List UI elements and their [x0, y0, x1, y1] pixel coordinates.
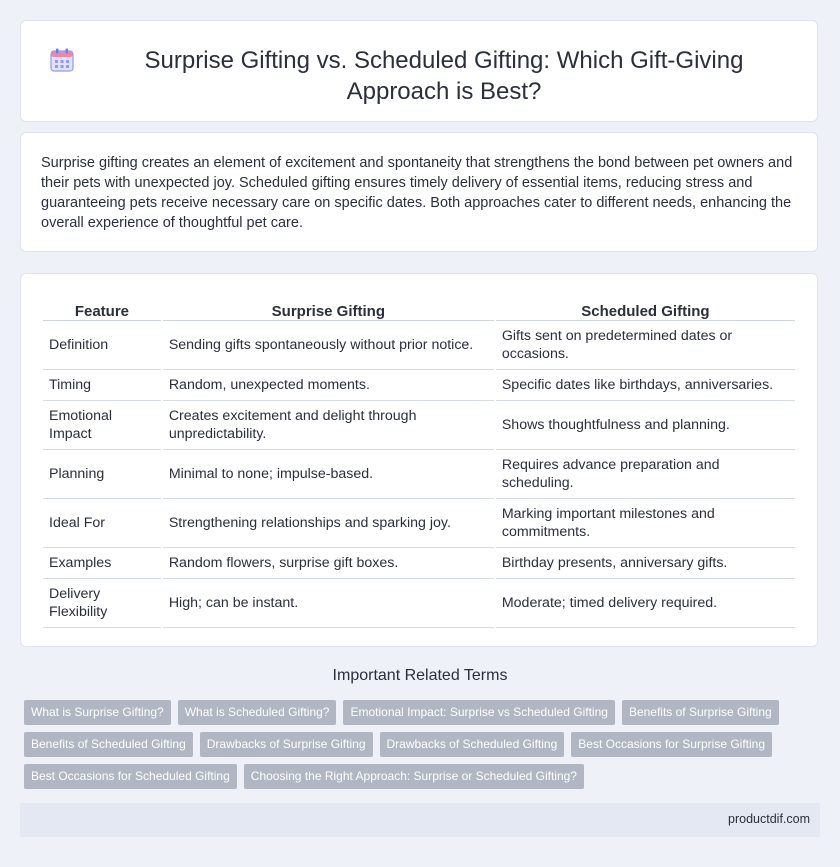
related-term-tag[interactable]: Benefits of Surprise Gifting	[622, 700, 779, 725]
scheduled-cell: Shows thoughtfulness and planning.	[496, 401, 795, 450]
related-terms-list	[24, 700, 804, 796]
table-row	[43, 321, 795, 370]
surprise-cell: Strengthening relationships and sparking joy.	[163, 499, 494, 548]
scheduled-cell: Requires advance preparation and scheduling.	[496, 450, 795, 499]
related-term-tag[interactable]: Drawbacks of Surprise Gifting	[200, 732, 373, 757]
feature-cell: Delivery Flexibility	[43, 579, 161, 628]
related-term-tag[interactable]: Choosing the Right Approach: Surprise or Scheduled Gifting?	[244, 764, 584, 789]
calendar-icon	[49, 47, 75, 73]
scheduled-cell: Gifts sent on predetermined dates or occasions.	[496, 321, 795, 370]
related-terms-heading: Important Related Terms	[332, 667, 508, 684]
feature-cell: Emotional Impact	[43, 401, 161, 450]
surprise-cell: High; can be instant.	[163, 579, 494, 628]
column-header-scheduled: Scheduled Gifting	[496, 294, 795, 321]
feature-cell: Definition	[43, 321, 161, 370]
scheduled-cell: Marking important milestones and commitments.	[496, 499, 795, 548]
scheduled-cell: Moderate; timed delivery required.	[496, 579, 795, 628]
column-header-surprise: Surprise Gifting	[163, 294, 494, 321]
surprise-cell: Minimal to none; impulse-based.	[163, 450, 494, 499]
related-term-tag[interactable]: Benefits of Scheduled Gifting	[24, 732, 193, 757]
related-term-tag[interactable]: What is Scheduled Gifting?	[178, 700, 337, 725]
feature-cell: Ideal For	[43, 499, 161, 548]
related-term-tag[interactable]: Emotional Impact: Surprise vs Scheduled Gifting	[343, 700, 614, 725]
feature-cell: Examples	[43, 548, 161, 579]
table-row	[43, 401, 795, 450]
table-row	[43, 370, 795, 401]
related-term-tag[interactable]: Best Occasions for Scheduled Gifting	[24, 764, 237, 789]
related-term-tag[interactable]: Best Occasions for Surprise Gifting	[571, 732, 772, 757]
footer-site-name[interactable]: productdif.com	[728, 812, 810, 826]
table-row	[43, 579, 795, 628]
surprise-cell: Sending gifts spontaneously without prior notice.	[163, 321, 494, 370]
related-term-tag[interactable]: What is Surprise Gifting?	[24, 700, 171, 725]
table-row	[43, 450, 795, 499]
table-row	[43, 548, 795, 579]
surprise-cell: Random, unexpected moments.	[163, 370, 494, 401]
intro-paragraph: Surprise gifting creates an element of excitement and spontaneity that strengthens the bond between pet owners and their pets with unexpected joy. Scheduled gifting ensures timely delivery of essential items, reducing stress and guaranteeing pets receive necessary care on specific dates. Both approaches cater to different needs, enhancing the overall experience of thoughtful pet care.	[41, 155, 793, 231]
surprise-cell: Creates excitement and delight through unpredictability.	[163, 401, 494, 450]
feature-cell: Timing	[43, 370, 161, 401]
comparison-table	[41, 294, 797, 628]
scheduled-cell: Birthday presents, anniversary gifts.	[496, 548, 795, 579]
footer	[20, 803, 820, 837]
feature-cell: Planning	[43, 450, 161, 499]
intro-card	[20, 132, 818, 252]
comparison-card	[20, 273, 818, 647]
related-term-tag[interactable]: Drawbacks of Scheduled Gifting	[380, 732, 565, 757]
table-row	[43, 499, 795, 548]
scheduled-cell: Specific dates like birthdays, anniversaries.	[496, 370, 795, 401]
table-header-row	[43, 294, 795, 321]
title-card	[20, 20, 818, 122]
surprise-cell: Random flowers, surprise gift boxes.	[163, 548, 494, 579]
page-title: Surprise Gifting vs. Scheduled Gifting: Which Gift-Giving Approach is Best?	[144, 47, 744, 105]
column-header-feature: Feature	[43, 294, 161, 321]
